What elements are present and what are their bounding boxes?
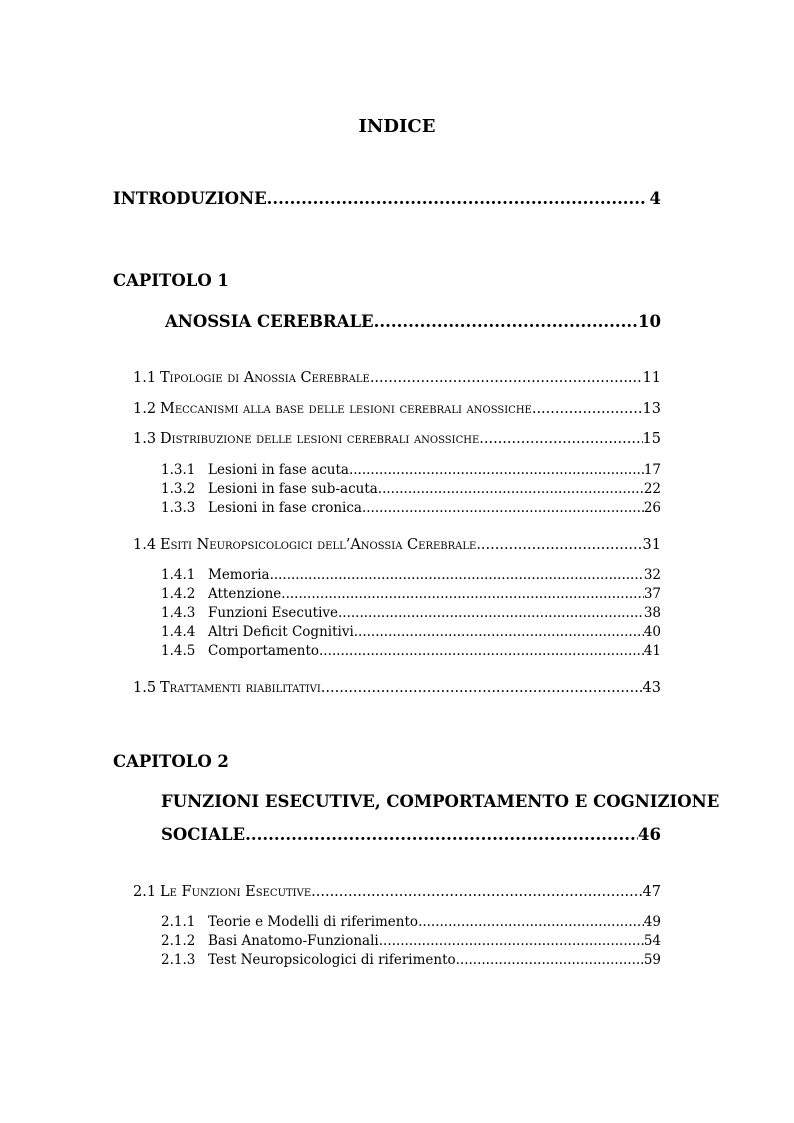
toc-entry-subsection-1-4-5[interactable]	[161, 643, 661, 659]
subsection-number: 1.3.1	[161, 462, 196, 478]
toc-entry-label: Comportamento	[208, 643, 319, 659]
chapter-heading-1: CAPITOLO 1	[113, 271, 229, 290]
toc-page-number: 43	[642, 680, 661, 696]
toc-entry-label: Trattamenti riabilitativi	[160, 680, 321, 696]
subsection-number: 1.4.2	[161, 586, 196, 602]
toc-page-number: 10	[638, 312, 661, 331]
toc-page-number: 49	[643, 914, 661, 930]
toc-leader-dots	[456, 952, 644, 968]
toc-page-number: 11	[642, 370, 661, 386]
chapter-heading-2: CAPITOLO 2	[113, 752, 229, 771]
toc-entry-subsection-2-1-1[interactable]	[161, 914, 661, 930]
subsection-number: 2.1.3	[161, 952, 196, 968]
toc-entry-section-1-3[interactable]	[133, 431, 661, 447]
page-title: INDICE	[358, 116, 436, 137]
toc-page-number: 59	[643, 952, 661, 968]
subsection-number: 1.3.2	[161, 481, 196, 497]
toc-entry-subsection-1-4-3[interactable]	[161, 605, 661, 621]
toc-entry-subsection-1-4-2[interactable]	[161, 586, 661, 602]
subsection-number: 1.4.3	[161, 605, 196, 621]
toc-entry-label: Lesioni in fase acuta	[208, 462, 349, 478]
toc-entry-label: Teorie e Modelli di riferimento	[208, 914, 419, 930]
toc-leader-dots	[321, 680, 643, 696]
toc-entry-label: Tipologie di Anossia Cerebrale	[160, 370, 370, 386]
toc-entry-subsection-2-1-2[interactable]	[161, 933, 661, 949]
toc-leader-dots	[378, 481, 644, 497]
chapter-2-title-line1: FUNZIONI ESECUTIVE, COMPORTAMENTO E COGNIZIONE	[161, 792, 720, 811]
subsection-number: 2.1.1	[161, 914, 196, 930]
toc-page-number: 46	[638, 825, 661, 844]
toc-leader-dots	[418, 914, 644, 930]
toc-entry-subsection-1-4-1[interactable]	[161, 567, 661, 583]
toc-page-number: 31	[642, 537, 661, 553]
toc-entry-section-1-2[interactable]	[133, 401, 661, 417]
toc-page-number: 15	[642, 431, 661, 447]
toc-leader-dots	[319, 643, 644, 659]
section-number: 1.4	[133, 537, 157, 553]
toc-leader-dots	[311, 884, 642, 900]
toc-entry-label: Test Neuropsicologici di riferimento	[208, 952, 456, 968]
toc-entry-section-1-4[interactable]	[133, 537, 661, 553]
toc-leader-dots	[374, 312, 638, 331]
toc-entry-subsection-2-1-3[interactable]	[161, 952, 661, 968]
toc-entry-label: Memoria	[208, 567, 270, 583]
subsection-number: 2.1.2	[161, 933, 196, 949]
section-number: 2.1	[133, 884, 157, 900]
toc-entry-label: Altri Deficit Cognitivi	[208, 624, 354, 640]
toc-leader-dots	[267, 189, 646, 208]
toc-page-number: 40	[643, 624, 661, 640]
toc-leader-dots	[338, 605, 644, 621]
toc-entry-label: Basi Anatomo-Funzionali	[208, 933, 379, 949]
toc-leader-dots	[370, 370, 643, 386]
toc-entry-subsection-1-3-1[interactable]	[161, 462, 661, 478]
toc-entry-label: Esiti Neuropsicologici dell’Anossia Cerebrale	[160, 537, 477, 553]
toc-page-number: 47	[642, 884, 661, 900]
toc-entry-section-1-1[interactable]	[133, 370, 661, 386]
toc-page-number: 4	[649, 189, 661, 208]
toc-entry-label: Distribuzione delle lesioni cerebrali anossiche	[160, 431, 480, 447]
toc-page-number: 41	[643, 643, 661, 659]
subsection-number: 1.3.3	[161, 500, 196, 516]
toc-page-number: 54	[643, 933, 661, 949]
toc-entry-chapter-1[interactable]	[165, 312, 661, 331]
toc-leader-dots	[476, 537, 642, 553]
toc-entry-label: INTRODUZIONE	[113, 189, 267, 208]
toc-entry-label: Lesioni in fase cronica	[208, 500, 362, 516]
toc-entry-subsection-1-3-3[interactable]	[161, 500, 661, 516]
section-number: 1.2	[133, 401, 157, 417]
toc-leader-dots	[379, 933, 644, 949]
toc-entry-label: Attenzione	[208, 586, 282, 602]
toc-entry-introduzione[interactable]	[113, 189, 661, 208]
toc-page-number: 38	[643, 605, 661, 621]
toc-page-number: 22	[643, 481, 661, 497]
toc-entry-section-2-1[interactable]	[133, 884, 661, 900]
toc-page-number: 13	[642, 401, 661, 417]
toc-entry-label: Le Funzioni Esecutive	[160, 884, 312, 900]
toc-page-number: 17	[643, 462, 661, 478]
section-number: 1.5	[133, 680, 157, 696]
toc-leader-dots	[532, 401, 643, 417]
toc-entry-subsection-1-3-2[interactable]	[161, 481, 661, 497]
toc-leader-dots	[349, 462, 644, 478]
toc-leader-dots	[362, 500, 644, 516]
section-number: 1.3	[133, 431, 157, 447]
toc-entry-subsection-1-4-4[interactable]	[161, 624, 661, 640]
toc-entry-label: Meccanismi alla base delle lesioni cerebrali anossiche	[160, 401, 532, 417]
subsection-number: 1.4.4	[161, 624, 196, 640]
toc-leader-dots	[270, 567, 644, 583]
toc-entry-label: Lesioni in fase sub-acuta	[208, 481, 378, 497]
toc-leader-dots	[479, 431, 642, 447]
toc-page-number: 37	[643, 586, 661, 602]
toc-entry-label: SOCIALE	[161, 825, 246, 844]
toc-entry-chapter-2[interactable]	[161, 825, 661, 844]
subsection-number: 1.4.1	[161, 567, 196, 583]
toc-page-number: 32	[643, 567, 661, 583]
toc-entry-section-1-5[interactable]	[133, 680, 661, 696]
toc-leader-dots	[245, 825, 638, 844]
toc-entry-label: Funzioni Esecutive	[208, 605, 339, 621]
toc-leader-dots	[354, 624, 644, 640]
subsection-number: 1.4.5	[161, 643, 196, 659]
toc-entry-label: ANOSSIA CEREBRALE	[165, 312, 374, 331]
toc-leader-dots	[281, 586, 644, 602]
toc-page-number: 26	[643, 500, 661, 516]
section-number: 1.1	[133, 370, 157, 386]
